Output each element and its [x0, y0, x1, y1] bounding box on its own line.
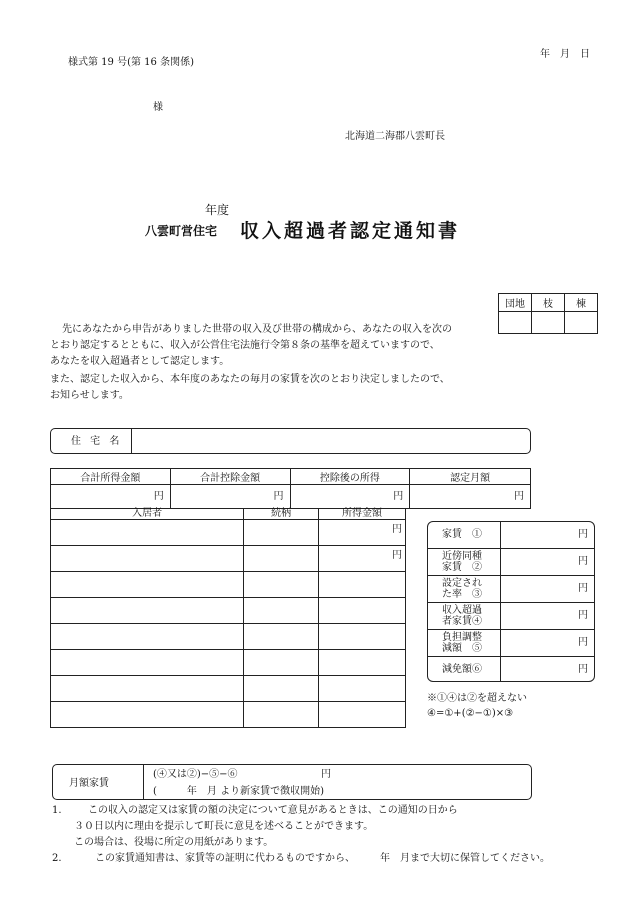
residents-table — [50, 508, 406, 728]
relation-cell[interactable] — [244, 650, 319, 676]
divider — [500, 522, 501, 682]
monthly-amount-cell[interactable]: 円 — [410, 485, 531, 509]
monthly-rent-box — [52, 764, 532, 800]
rent-row-label-2: 者家賃④ — [442, 615, 482, 627]
resident-name-cell[interactable] — [51, 572, 244, 598]
rent-row-value[interactable]: 円 — [514, 602, 594, 629]
unit-box-cell — [532, 312, 565, 334]
monthly-rent-unit[interactable]: 円 — [321, 769, 331, 780]
rent-row-label: 減免額⑥ — [442, 663, 482, 675]
date-field: 年 月 日 — [540, 49, 590, 60]
resident-name-cell[interactable] — [51, 520, 244, 546]
unit-box-header: 枝 — [532, 294, 565, 312]
income-amount-cell[interactable] — [319, 650, 406, 676]
rent-row-value[interactable]: 円 — [514, 548, 594, 575]
residence-field[interactable] — [50, 428, 531, 454]
recipient-suffix: 様 — [153, 102, 163, 113]
income-amount-cell[interactable] — [319, 624, 406, 650]
intro-line: 先にあなたから申告がありました世帯の収入及び世帯の構成から、あなたの収入を次の — [62, 324, 452, 335]
rent-row-label: 収入超過 — [442, 604, 482, 616]
rent-row-label: 近傍同種 — [442, 550, 482, 562]
rent-row-label: 家賃 ① — [442, 529, 482, 541]
monthly-rent-label: 月額家賃 — [69, 778, 109, 789]
income-header: 控除後の所得 — [290, 469, 410, 485]
unit-box-header: 団地 — [499, 294, 532, 312]
relation-cell[interactable] — [244, 520, 319, 546]
divider — [131, 429, 132, 453]
relation-cell[interactable] — [244, 702, 319, 728]
footnote-text: この収入の認定又は家賃の額の決定について意見があるときは、この通知の日から — [88, 805, 458, 816]
rent-note: ※①④は②を超えない — [427, 693, 527, 704]
monthly-rent-formula: (④又は②)−⑤−⑥ — [153, 769, 238, 780]
issuer: 北海道二海郡八雲町長 — [345, 131, 445, 142]
unit-box-header: 棟 — [565, 294, 598, 312]
relation-cell[interactable] — [244, 676, 319, 702]
rent-row-label: 設定され — [442, 577, 482, 589]
divider — [143, 765, 144, 799]
intro-line: また、認定した収入から、本年度のあなたの毎月の家賃を次のとおり決定しましたので、 — [50, 374, 450, 385]
resident-name-cell[interactable] — [51, 598, 244, 624]
relation-cell[interactable] — [244, 546, 319, 572]
rent-row-label-2: 家賃 ② — [442, 561, 482, 573]
footnote-number: 1. — [52, 805, 62, 816]
rent-row-value[interactable]: 円 — [514, 629, 594, 656]
rent-row-label-2: 減額 ⑤ — [442, 642, 482, 654]
total-deduction-cell[interactable]: 円 — [170, 485, 290, 509]
rent-row-label: 負担調整 — [442, 631, 482, 643]
income-table — [50, 468, 531, 509]
fiscal-year: 年度 — [205, 203, 230, 217]
rent-calculation-box — [427, 521, 595, 682]
intro-line: お知らせします。 — [50, 390, 129, 401]
income-amount-cell[interactable] — [319, 702, 406, 728]
footnote-text: この家賃通知書は、家賃等の証明に代わるものですから、 年 月まで大切に保管してください。 — [95, 853, 550, 864]
relation-cell[interactable] — [244, 624, 319, 650]
residence-label: 住 宅 名 — [71, 436, 123, 447]
income-amount-cell[interactable]: 円 — [319, 520, 406, 546]
intro-line: とおり認定するとともに、収入が公営住宅法施行令第８条の基準を超えていますので、 — [50, 340, 440, 351]
residents-header: 続柄 — [244, 509, 319, 520]
income-amount-cell[interactable] — [319, 676, 406, 702]
title-prefix: 八雲町営住宅 — [145, 224, 218, 238]
income-header: 合計控除金額 — [170, 469, 290, 485]
income-amount-cell[interactable]: 円 — [319, 546, 406, 572]
net-income-cell[interactable]: 円 — [290, 485, 410, 509]
footnote-text: この場合は、役場に所定の用紙があります。 — [74, 837, 274, 848]
rent-row-value[interactable]: 円 — [514, 522, 594, 548]
rent-row-value[interactable]: 円 — [578, 663, 588, 675]
relation-cell[interactable] — [244, 598, 319, 624]
total-income-cell[interactable]: 円 — [51, 485, 171, 509]
footnote-text: ３０日以内に理由を提示して町長に意見を述べることができます。 — [74, 821, 374, 832]
page-title: 収入超過者認定通知書 — [240, 220, 461, 242]
residents-header: 入居者 — [51, 509, 244, 520]
resident-name-cell[interactable] — [51, 676, 244, 702]
rent-start-line: ( 年 月 より新家賃で徴収開始) — [153, 786, 324, 797]
income-header: 認定月額 — [410, 469, 531, 485]
residents-header: 所得金額 — [319, 509, 406, 520]
unit-box-cell — [499, 312, 532, 334]
resident-name-cell[interactable] — [51, 650, 244, 676]
income-amount-cell[interactable] — [319, 598, 406, 624]
resident-name-cell[interactable] — [51, 546, 244, 572]
relation-cell[interactable] — [244, 572, 319, 598]
rent-row-label-2: た率 ③ — [442, 588, 482, 600]
unit-box-cell — [565, 312, 598, 334]
rent-row-value[interactable]: 円 — [514, 575, 594, 602]
resident-name-cell[interactable] — [51, 702, 244, 728]
footnote-number: 2. — [52, 853, 62, 864]
intro-line: あなたを収入超過者として認定します。 — [50, 356, 230, 367]
form-number: 様式第 19 号(第 16 条関係) — [68, 57, 194, 68]
rent-formula: ④=①+(②−①)×③ — [427, 708, 514, 719]
resident-name-cell[interactable] — [51, 624, 244, 650]
unit-box — [498, 293, 598, 334]
income-header: 合計所得金額 — [51, 469, 171, 485]
income-amount-cell[interactable] — [319, 572, 406, 598]
